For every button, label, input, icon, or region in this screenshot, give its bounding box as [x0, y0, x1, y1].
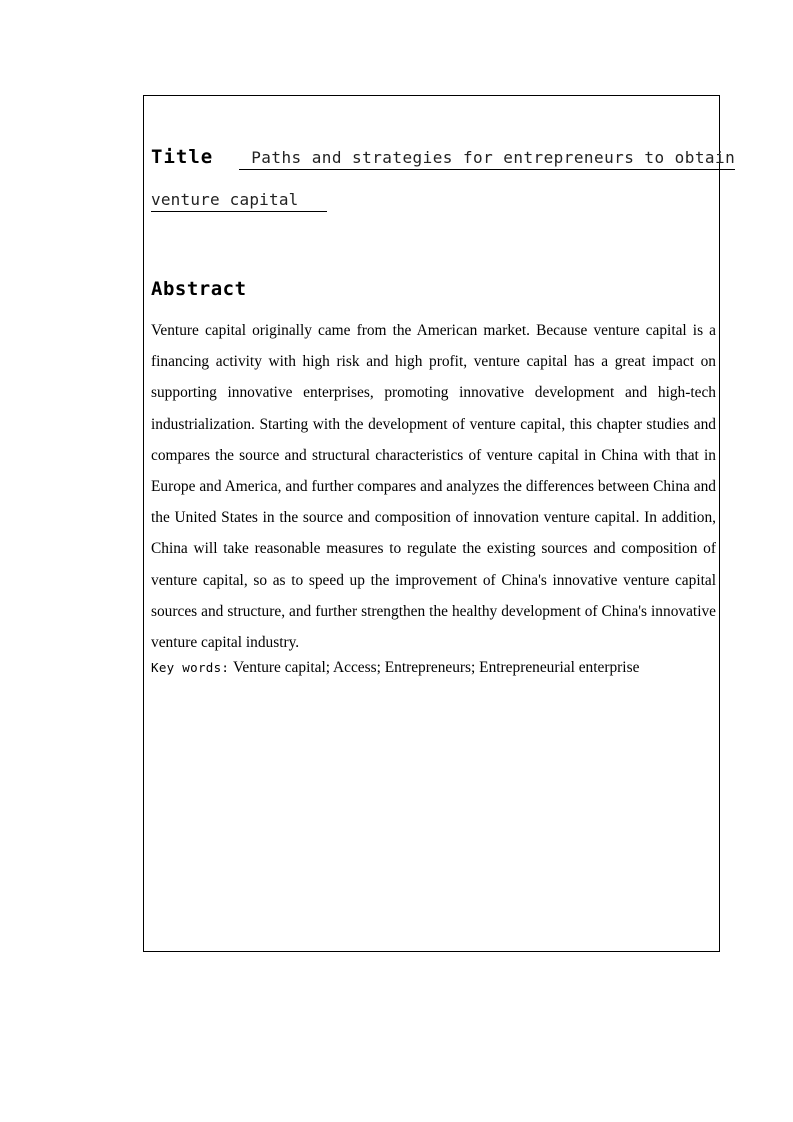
- keywords-line: [151, 659, 716, 677]
- title-row-1: [151, 146, 736, 176]
- keywords-label: Key words:: [151, 660, 230, 675]
- title-text-line-2: venture capital: [151, 189, 327, 212]
- title-label: Title: [151, 146, 214, 168]
- keywords-values: Venture capital; Access; Entrepreneurs; Entrepreneurial enterprise: [233, 659, 640, 676]
- abstract-heading: Abstract: [151, 278, 247, 300]
- title-text-line-1: Paths and strategies for entrepreneurs to obtain: [239, 147, 735, 170]
- title-block: [151, 146, 736, 212]
- abstract-body: Venture capital originally came from the American market. Because venture capital is a financing activity with high risk and high profit, venture capital has a great impact on supporting innovative enterprises, promoting innovative development and high-tech industrialization. Starting with the development of venture capital, this chapter studies and compares the source and structural characteristics of venture capital in China with that in Europe and America, and further compares and analyzes the differences between China and the United States in the source and composition of innovation venture capital. In addition, China will take reasonable measures to regulate the existing sources and composition of venture capital, so as to speed up the improvement of China's innovative venture capital sources and structure, and further strengthen the healthy development of China's innovative venture capital industry.: [151, 322, 716, 652]
